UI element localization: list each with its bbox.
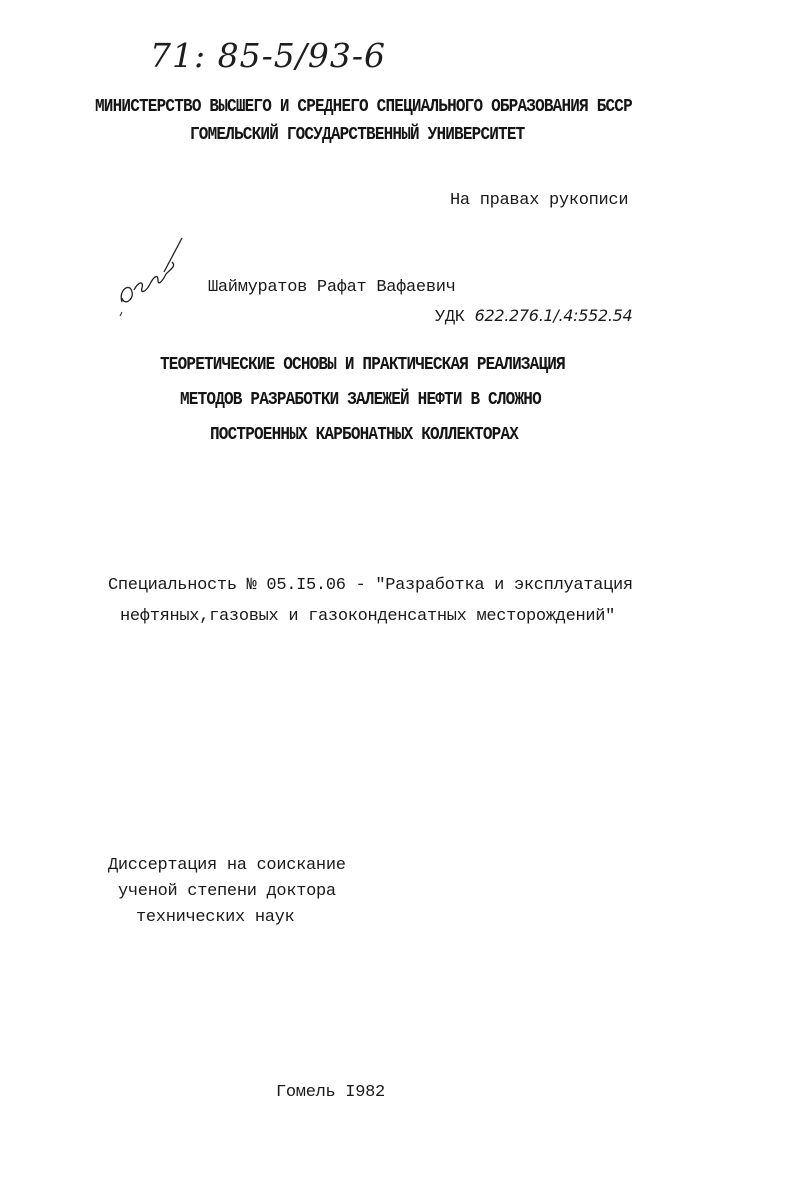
- udk-code: 622.276.1/.4:552.54: [474, 306, 633, 325]
- place-year: Гомель I982: [276, 1083, 385, 1102]
- university-header: ГОМЕЛЬСКИЙ ГОСУДАРСТВЕННЫЙ УНИВЕРСИТЕТ: [190, 124, 525, 145]
- degree-line-3: технических наук: [136, 908, 295, 927]
- title-line-2: МЕТОДОВ РАЗРАБОТКИ ЗАЛЕЖЕЙ НЕФТИ В СЛОЖНО: [180, 389, 541, 410]
- degree-line-1: Диссертация на соискание: [108, 856, 346, 875]
- degree-line-2: ученой степени доктора: [118, 882, 336, 901]
- signature-mark: [110, 232, 190, 322]
- specialty-line-2: нефтяных,газовых и газоконденсатных месторождений": [120, 607, 616, 626]
- title-line-3: ПОСТРОЕННЫХ КАРБОНАТНЫХ КОЛЛЕКТОРАХ: [210, 424, 519, 445]
- ministry-header: МИНИСТЕРСТВО ВЫСШЕГО И СРЕДНЕГО СПЕЦИАЛЬНОГО ОБРАЗОВАНИЯ БССР: [95, 96, 632, 117]
- title-line-1: ТЕОРЕТИЧЕСКИЕ ОСНОВЫ И ПРАКТИЧЕСКАЯ РЕАЛИЗАЦИЯ: [160, 354, 565, 375]
- udk-label: УДК: [435, 308, 465, 327]
- archive-code: 71: 85-5/93-6: [150, 36, 386, 75]
- udk-line: [435, 306, 632, 327]
- specialty-line-1: Специальность № 05.I5.06 - "Разработка и эксплуатация: [108, 576, 633, 595]
- manuscript-note: На правах рукописи: [450, 191, 629, 210]
- author-name: Шаймуратов Рафат Вафаевич: [208, 278, 456, 297]
